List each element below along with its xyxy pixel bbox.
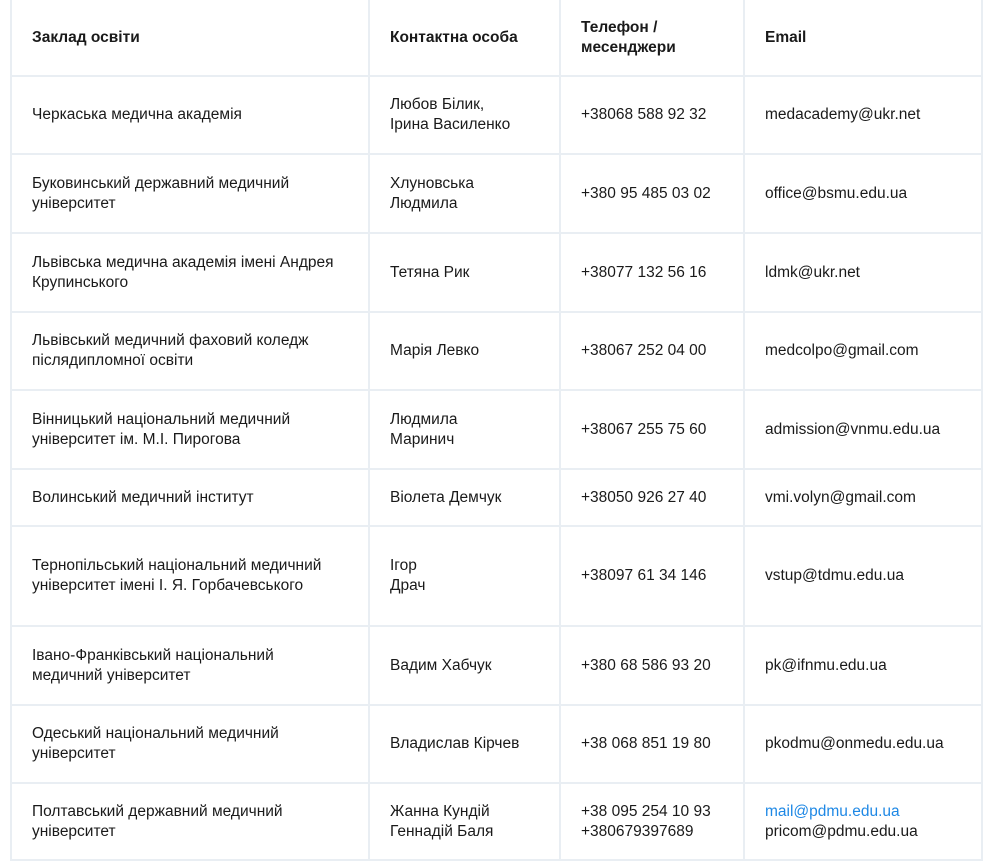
phone-line: +38068 588 92 32 <box>581 106 707 123</box>
cell-email <box>744 76 982 154</box>
email-link[interactable]: mail@pdmu.edu.ua <box>765 802 900 820</box>
phone-line: +38097 61 34 146 <box>581 567 707 584</box>
email-line: medcolpo@gmail.com <box>765 342 919 359</box>
phone-line: +38067 255 75 60 <box>581 420 707 438</box>
email-line: vmi.volyn@gmail.com <box>765 488 916 506</box>
table-row <box>11 469 982 526</box>
contact-line: Тетяна Рик <box>390 263 470 281</box>
email-line: admission@vnmu.edu.ua <box>765 420 941 438</box>
contact-line: Віолета Демчук <box>390 488 502 506</box>
contact-line: Геннадій Баля <box>390 822 494 840</box>
cell-email <box>744 390 982 469</box>
cell-email <box>744 469 982 526</box>
table-row <box>11 390 982 469</box>
phone-line: +38 095 254 10 93 <box>581 802 711 820</box>
contact-line: Ігор <box>390 557 417 574</box>
cell-contact <box>369 390 560 469</box>
table-header <box>11 0 982 76</box>
table-row <box>11 626 982 705</box>
email-line: medacademy@ukr.net <box>765 106 921 123</box>
header-institution: Заклад освіти <box>11 0 369 76</box>
table-row <box>11 312 982 390</box>
phone-line: +38077 132 56 16 <box>581 263 707 281</box>
cell-institution: Буковинський державний медичний університет <box>11 154 369 233</box>
header-email: Email <box>744 0 982 76</box>
cell-email <box>744 626 982 705</box>
table-row <box>11 705 982 783</box>
email-line: ldmk@ukr.net <box>765 263 860 281</box>
cell-institution: Івано-Франківський національний медичний університет <box>11 626 369 705</box>
cell-contact <box>369 705 560 783</box>
cell-institution: Львівська медична академія імені Андрея Крупинського <box>11 233 369 312</box>
cell-phone <box>560 76 744 154</box>
cell-institution: Черкаська медична академія <box>11 76 369 154</box>
contact-line: Людмила <box>390 194 458 212</box>
cell-email <box>744 705 982 783</box>
table-body <box>11 76 982 860</box>
cell-contact <box>369 154 560 233</box>
cell-email <box>744 312 982 390</box>
table-row <box>11 233 982 312</box>
email-line: pricom@pdmu.edu.ua <box>765 822 918 840</box>
phone-line: +38050 926 27 40 <box>581 488 707 506</box>
cell-phone <box>560 312 744 390</box>
cell-phone <box>560 783 744 860</box>
phone-line: +380 95 485 03 02 <box>581 184 711 202</box>
header-contact: Контактна особа <box>369 0 560 76</box>
contact-line: Ірина Василенко <box>390 116 511 133</box>
contact-line: Марія Левко <box>390 342 480 359</box>
cell-institution: Одеський національний медичний університет <box>11 705 369 783</box>
table-row <box>11 76 982 154</box>
phone-line: +380 68 586 93 20 <box>581 656 711 674</box>
cell-email <box>744 233 982 312</box>
cell-contact <box>369 469 560 526</box>
cell-phone <box>560 626 744 705</box>
cell-institution: Полтавський державний медичний університет <box>11 783 369 860</box>
cell-phone <box>560 526 744 626</box>
header-phone: Телефон / месенджери <box>560 0 744 76</box>
phone-line: +38067 252 04 00 <box>581 342 707 359</box>
contacts-table-container <box>10 0 981 861</box>
contact-line: Владислав Кірчев <box>390 735 520 752</box>
cell-email <box>744 154 982 233</box>
header-row <box>11 0 982 76</box>
contact-line: Хлуновська <box>390 174 474 192</box>
cell-contact <box>369 312 560 390</box>
cell-contact <box>369 783 560 860</box>
phone-line: +38 068 851 19 80 <box>581 735 711 752</box>
cell-phone <box>560 154 744 233</box>
cell-email <box>744 526 982 626</box>
cell-phone <box>560 233 744 312</box>
cell-email <box>744 783 982 860</box>
cell-institution: Львівський медичний фаховий коледж післядипломної освіти <box>11 312 369 390</box>
contact-line: Людмила <box>390 410 458 428</box>
cell-contact <box>369 526 560 626</box>
phone-line: +380679397689 <box>581 822 694 840</box>
cell-phone <box>560 469 744 526</box>
email-line: pk@ifnmu.edu.ua <box>765 656 887 674</box>
contact-line: Вадим Хабчук <box>390 656 492 674</box>
contacts-table <box>10 0 983 861</box>
table-row <box>11 783 982 860</box>
table-row <box>11 526 982 626</box>
cell-institution: Волинський медичний інститут <box>11 469 369 526</box>
cell-institution: Вінницький національний медичний університет ім. М.І. Пирогова <box>11 390 369 469</box>
cell-contact <box>369 76 560 154</box>
contact-line: Жанна Кундій <box>390 802 490 820</box>
contact-line: Драч <box>390 577 426 594</box>
cell-phone <box>560 705 744 783</box>
cell-institution: Тернопільський національний медичний університет імені І. Я. Горбачевського <box>11 526 369 626</box>
contact-line: Любов Білик, <box>390 96 485 113</box>
cell-contact <box>369 233 560 312</box>
contact-line: Маринич <box>390 430 455 448</box>
email-line: pkodmu@onmedu.edu.ua <box>765 735 944 752</box>
email-line: office@bsmu.edu.ua <box>765 184 908 202</box>
cell-phone <box>560 390 744 469</box>
cell-contact <box>369 626 560 705</box>
email-line: vstup@tdmu.edu.ua <box>765 567 904 584</box>
table-row <box>11 154 982 233</box>
